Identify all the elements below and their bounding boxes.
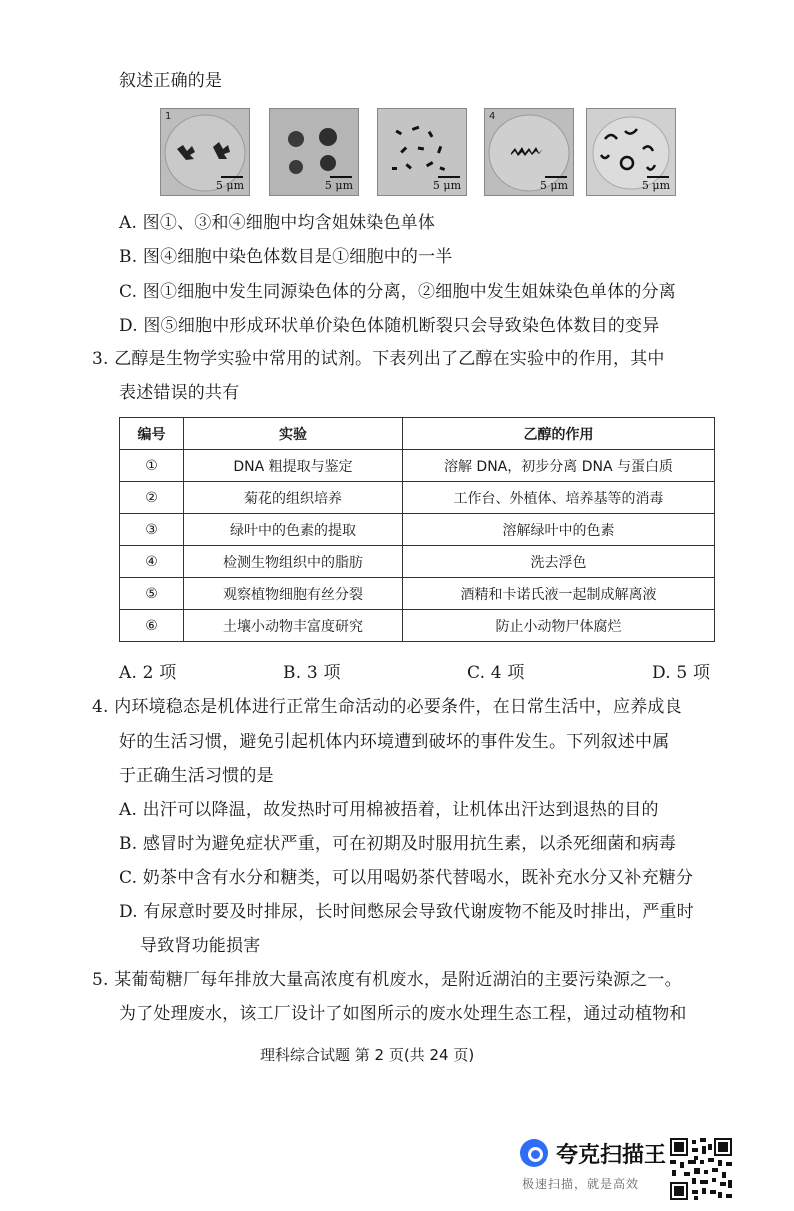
scale-label: 5 μm bbox=[641, 179, 670, 192]
question-3-stem-line-2: 表述错误的共有 bbox=[119, 383, 240, 403]
page-footer: 理科综合试题 第 2 页(共 24 页) bbox=[260, 1046, 475, 1064]
q3-option-c: C. 4 项 bbox=[467, 663, 525, 683]
row-experiment: 土壤小动物丰富度研究 bbox=[184, 610, 403, 642]
q2-option-b: B. 图④细胞中染色体数目是①细胞中的一半 bbox=[119, 247, 453, 267]
table-header-row bbox=[120, 418, 715, 450]
question-3-stem-line-1: 3. 乙醇是生物学实验中常用的试剂。下表列出了乙醇在实验中的作用，其中 bbox=[92, 349, 665, 369]
row-ethanol-role: 防止小动物尸体腐烂 bbox=[403, 610, 715, 642]
row-number: ③ bbox=[120, 514, 184, 546]
micrograph-2 bbox=[269, 108, 359, 196]
row-number: ② bbox=[120, 482, 184, 514]
micrograph-number: 1 bbox=[165, 111, 172, 122]
row-experiment: 绿叶中的色素的提取 bbox=[184, 514, 403, 546]
q2-option-d: D. 图⑤细胞中形成环状单价染色体随机断裂只会导致染色体数目的变异 bbox=[119, 316, 660, 336]
column-header-experiment: 实验 bbox=[184, 418, 403, 450]
row-ethanol-role: 工作台、外植体、培养基等的消毒 bbox=[403, 482, 715, 514]
row-ethanol-role: 溶解绿叶中的色素 bbox=[403, 514, 715, 546]
q4-option-a: A. 出汗可以降温，故发热时可用棉被捂着，让机体出汗达到退热的目的 bbox=[119, 800, 659, 820]
row-ethanol-role: 溶解 DNA，初步分离 DNA 与蛋白质 bbox=[403, 450, 715, 482]
question-2-stem-tail: 叙述正确的是 bbox=[119, 71, 223, 91]
row-experiment: 菊花的组织培养 bbox=[184, 482, 403, 514]
question-4-stem-line-2: 好的生活习惯，避免引起机体内环境遭到破坏的事件发生。下列叙述中属 bbox=[119, 732, 670, 752]
table-row bbox=[120, 578, 715, 610]
q2-option-a: A. 图①、③和④细胞中均含姐妹染色单体 bbox=[119, 213, 436, 233]
row-number: ⑤ bbox=[120, 578, 184, 610]
micrograph-number: 4 bbox=[489, 111, 496, 122]
row-experiment: 观察植物细胞有丝分裂 bbox=[184, 578, 403, 610]
q4-option-b: B. 感冒时为避免症状严重，可在初期及时服用抗生素，以杀死细菌和病毒 bbox=[119, 834, 677, 854]
q4-option-d-line-2: 导致肾功能损害 bbox=[140, 936, 261, 956]
question-4-stem-line-3: 于正确生活习惯的是 bbox=[119, 766, 274, 786]
row-number: ④ bbox=[120, 546, 184, 578]
table-row bbox=[120, 450, 715, 482]
micrograph-5 bbox=[586, 108, 676, 196]
scale-label: 5 μm bbox=[539, 179, 568, 192]
row-number: ① bbox=[120, 450, 184, 482]
table-row bbox=[120, 482, 715, 514]
scale-bar bbox=[438, 176, 460, 178]
micrograph-3 bbox=[377, 108, 467, 196]
q3-option-d: D. 5 项 bbox=[652, 663, 711, 683]
question-5-stem-line-1: 5. 某葡萄糖厂每年排放大量高浓度有机废水，是附近湖泊的主要污染源之一。 bbox=[92, 970, 682, 990]
row-experiment: 检测生物组织中的脂肪 bbox=[184, 546, 403, 578]
scale-bar bbox=[330, 176, 352, 178]
scale-bar bbox=[545, 176, 567, 178]
scale-bar bbox=[221, 176, 243, 178]
quark-logo-icon bbox=[520, 1139, 548, 1167]
q3-option-a: A. 2 项 bbox=[119, 663, 177, 683]
brand-name: 夸克扫描王 bbox=[556, 1143, 667, 1168]
micrograph-1 bbox=[160, 108, 250, 196]
column-header-number: 编号 bbox=[120, 418, 184, 450]
column-header-ethanol-role: 乙醇的作用 bbox=[403, 418, 715, 450]
row-ethanol-role: 酒精和卡诺氏液一起制成解离液 bbox=[403, 578, 715, 610]
scale-label: 5 μm bbox=[215, 179, 244, 192]
ethanol-usage-table bbox=[119, 417, 715, 642]
row-experiment: DNA 粗提取与鉴定 bbox=[184, 450, 403, 482]
brand-tagline: 极速扫描，就是高效 bbox=[522, 1177, 640, 1191]
scale-label: 5 μm bbox=[432, 179, 461, 192]
row-number: ⑥ bbox=[120, 610, 184, 642]
q2-option-c: C. 图①细胞中发生同源染色体的分离，②细胞中发生姐妹染色单体的分离 bbox=[119, 282, 677, 302]
qr-code-icon bbox=[668, 1136, 734, 1202]
table-row bbox=[120, 514, 715, 546]
question-4-stem-line-1: 4. 内环境稳态是机体进行正常生命活动的必要条件，在日常生活中，应养成良 bbox=[92, 697, 682, 717]
micrograph-4 bbox=[484, 108, 574, 196]
table-row bbox=[120, 546, 715, 578]
q3-option-b: B. 3 项 bbox=[283, 663, 341, 683]
q4-option-d-line-1: D. 有尿意时要及时排尿，长时间憋尿会导致代谢废物不能及时排出，严重时 bbox=[119, 902, 694, 922]
question-5-stem-line-2: 为了处理废水，该工厂设计了如图所示的废水处理生态工程，通过动植物和 bbox=[119, 1004, 687, 1024]
q4-option-c: C. 奶茶中含有水分和糖类，可以用喝奶茶代替喝水，既补充水分又补充糖分 bbox=[119, 868, 694, 888]
scale-bar bbox=[647, 176, 669, 178]
table-row bbox=[120, 610, 715, 642]
scale-label: 5 μm bbox=[324, 179, 353, 192]
row-ethanol-role: 洗去浮色 bbox=[403, 546, 715, 578]
